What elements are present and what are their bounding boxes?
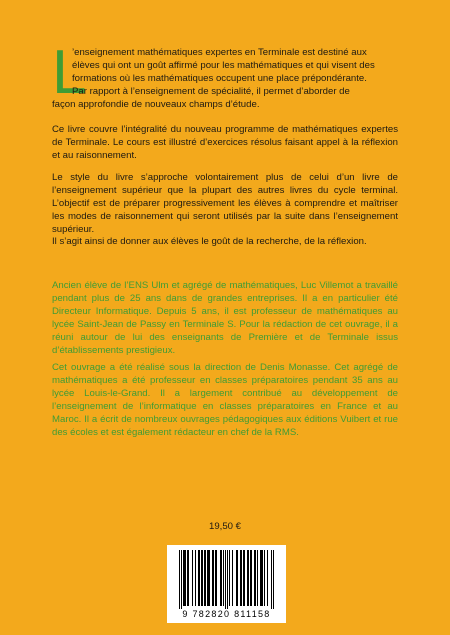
barcode-bar <box>267 550 268 606</box>
barcode-bar <box>240 550 241 606</box>
barcode-bar <box>199 550 200 606</box>
barcode-bars <box>167 545 286 609</box>
barcode-bar <box>220 550 221 606</box>
intro-paragraph-1 <box>52 47 398 112</box>
director-bio <box>52 362 398 439</box>
barcode-bar <box>187 550 188 606</box>
intro-paragraph-3-text: Le style du livre s’approche volontairement plus de celui d’un livre de l’enseignement supérieur que la plupart des autres livres du cycle terminal. L’objectif est de préparer progressivement les élèves à comprendre et maîtriser les modes de raisonnement qui seront utilisés par la suite dans l’enseignement supérieur. <box>52 172 398 235</box>
intro-line-4: Par rapport à l’enseignement de spécialité, il permet d’aborder de <box>72 85 350 97</box>
barcode <box>167 545 286 623</box>
barcode-bar <box>264 550 265 606</box>
barcode-bar <box>262 550 263 606</box>
barcode-bar <box>232 550 233 606</box>
barcode-bar <box>261 550 262 606</box>
barcode-bar <box>207 550 208 606</box>
intro-line-5: façon approfondie de nouveaux champs d’étude. <box>52 98 260 110</box>
barcode-bar <box>227 550 228 609</box>
barcode-bar <box>205 550 206 606</box>
barcode-bar <box>195 550 196 606</box>
barcode-bar <box>241 550 242 606</box>
barcode-bar <box>183 550 184 606</box>
director-bio-text: Cet ouvrage a été réalisé sous la direction de Denis Monasse. Cet agrégé de mathématiques a été professeur en classes préparatoires pendant 35 ans au lycée Louis-le-Grand. Il a largement contribué au développement de l’enseignement de l’informatique en classes préparatoires en France et au Maroc. Il a écrit de nombreux ouvrages pédagogiques aux éditions Vuibert et rue des écoles et est également rédacteur en chef de la RMS. <box>52 362 398 438</box>
barcode-bar <box>244 550 245 606</box>
barcode-bar <box>248 550 249 606</box>
intro-line-1: ’enseignement mathématiques expertes en Terminale est destiné aux <box>72 47 367 58</box>
intro-paragraph-4-text: Il s’agit ainsi de donner aux élèves le goût de la recherche, de la réflexion. <box>52 236 367 247</box>
barcode-bar <box>271 550 272 609</box>
barcode-bar <box>243 550 244 606</box>
intro-paragraph-2 <box>52 124 398 163</box>
barcode-bar <box>260 550 261 606</box>
barcode-bar <box>204 550 205 606</box>
barcode-bar <box>229 550 230 606</box>
barcode-bar <box>247 550 248 606</box>
barcode-bar <box>212 550 213 606</box>
barcode-bar <box>273 550 274 609</box>
intro-line-3: formations où les mathématiques occupent une place prépondérante. <box>72 72 367 84</box>
intro-paragraph-4 <box>52 236 398 249</box>
barcode-bar <box>236 550 237 606</box>
barcode-bar <box>185 550 186 606</box>
barcode-bar <box>213 550 214 606</box>
isbn-digits: 9 782820 811158 <box>182 609 271 619</box>
price-label: 19,50 € <box>208 521 241 532</box>
barcode-bar <box>225 550 226 609</box>
barcode-bar <box>237 550 238 606</box>
author-bio-text: Ancien élève de l’ENS Ulm et agrégé de mathématiques, Luc Villemot a travaillé pendant plus de 25 ans dans de grandes entreprises. Il a en particulier été Directeur Informatique. Depuis 5 ans, il est professeur de mathématiques au lycée Saint-Jean de Passy en Terminale S. Pour la rédaction de cet ouvrage, il a réuni autour de lui des enseignants de Première et de Terminale issus d’établissements prestigieux. <box>52 280 398 356</box>
barcode-bar <box>251 550 252 606</box>
barcode-bar <box>254 550 255 606</box>
barcode-bar <box>188 550 189 606</box>
barcode-bar <box>215 550 216 606</box>
barcode-bar <box>201 550 202 606</box>
intro-paragraph-3 <box>52 172 398 237</box>
intro-line-2: élèves qui ont un goût affirmé pour les mathématiques et qui visent des <box>72 59 375 71</box>
barcode-bar <box>192 550 193 606</box>
barcode-bar <box>198 550 199 606</box>
barcode-bar <box>181 550 182 609</box>
intro-paragraph-2-text: Ce livre couvre l’intégralité du nouveau programme de mathématiques expertes de Terminale. Le cours est illustré d’exercices résolus faisant appel à la réflexion et au raisonnement. <box>52 124 398 161</box>
barcode-bar <box>223 550 224 606</box>
author-bio <box>52 280 398 357</box>
barcode-bar <box>255 550 256 606</box>
barcode-bar <box>184 550 185 606</box>
barcode-bar <box>250 550 251 606</box>
barcode-bar <box>216 550 217 606</box>
drop-cap-letter: L <box>52 38 87 107</box>
barcode-bar <box>221 550 222 606</box>
barcode-bar <box>257 550 258 606</box>
barcode-bar <box>202 550 203 606</box>
barcode-bar <box>179 550 180 609</box>
barcode-bar <box>208 550 209 606</box>
barcode-bar <box>209 550 210 606</box>
